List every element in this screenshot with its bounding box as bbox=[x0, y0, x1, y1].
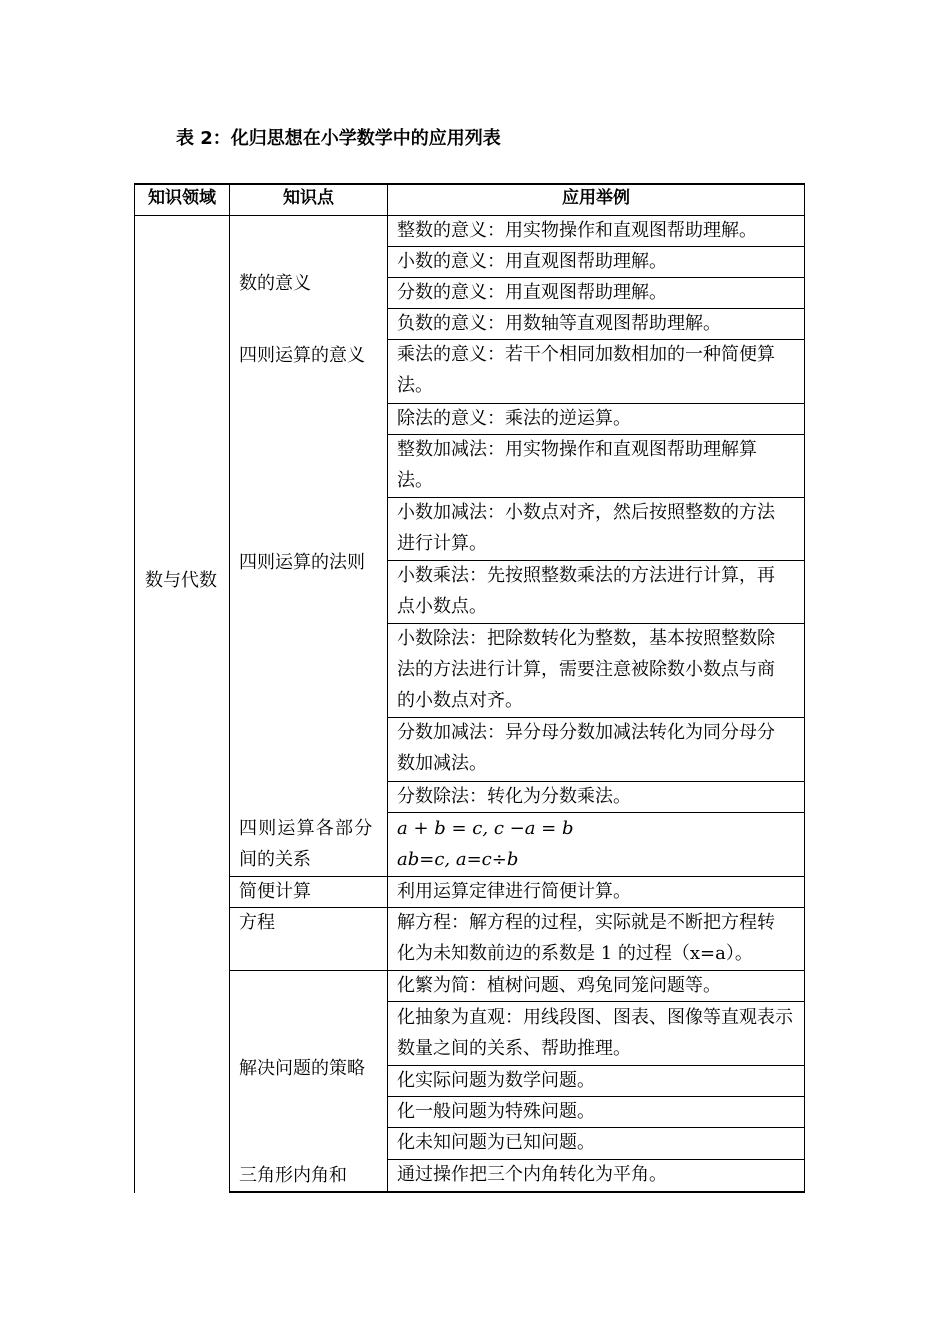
example-text: 化实际问题为数学问题。 bbox=[397, 1070, 595, 1091]
example-text: 整数的意义：用实物操作和直观图帮助理解。 bbox=[397, 220, 757, 241]
example-text: 利用运算定律进行简便计算。 bbox=[397, 881, 631, 902]
example-text: 乘法的意义：若干个相同加数相加的一种简便算 bbox=[397, 344, 775, 365]
example-text: 法的方法进行计算，需要注意被除数小数点与商 bbox=[397, 659, 775, 680]
example-text: 小数乘法：先按照整数乘法的方法进行计算，再 bbox=[397, 565, 775, 586]
header-point: 知识点 bbox=[283, 188, 334, 208]
example-text: 除法的意义：乘法的逆运算。 bbox=[397, 408, 631, 429]
domain-label: 数与代数 bbox=[145, 570, 217, 591]
point-simple-calc: 简便计算 bbox=[239, 881, 311, 902]
point-problem-strategy: 解决问题的策略 bbox=[239, 1058, 365, 1079]
example-formula: a + b = c, c −a = b bbox=[397, 818, 574, 839]
example-text: 化未知问题为已知问题。 bbox=[397, 1132, 595, 1153]
table-title: 表 2：化归思想在小学数学中的应用列表 bbox=[176, 128, 501, 149]
example-text: 小数除法：把除数转化为整数，基本按照整数除 bbox=[397, 628, 775, 649]
example-text: 小数的意义：用直观图帮助理解。 bbox=[397, 251, 667, 272]
example-text: 分数除法：转化为分数乘法。 bbox=[397, 786, 631, 807]
point-operation-rules: 四则运算的法则 bbox=[239, 552, 365, 573]
example-text: 数加减法。 bbox=[397, 753, 487, 774]
header-domain: 知识领域 bbox=[148, 188, 216, 208]
col-line-left bbox=[134, 183, 135, 1193]
example-text: 解方程：解方程的过程，实际就是不断把方程转 bbox=[397, 912, 775, 933]
example-text: 化一般问题为特殊问题。 bbox=[397, 1101, 595, 1122]
example-text: 整数加减法：用实物操作和直观图帮助理解算 bbox=[397, 439, 757, 460]
point-operation-relations: 四则运算各部分 bbox=[239, 818, 374, 839]
example-text: 法。 bbox=[397, 470, 433, 491]
example-text: 法。 bbox=[397, 375, 433, 396]
example-text: 点小数点。 bbox=[397, 596, 487, 617]
example-text: 通过操作把三个内角转化为平角。 bbox=[397, 1164, 667, 1185]
example-text: 小数加减法：小数点对齐，然后按照整数的方法 bbox=[397, 502, 775, 523]
point-triangle-angles: 三角形内角和 bbox=[239, 1165, 347, 1186]
point-operation-relations: 间的关系 bbox=[239, 849, 311, 870]
example-formula: ab=c, a=c÷b bbox=[397, 849, 519, 870]
example-text: 负数的意义：用数轴等直观图帮助理解。 bbox=[397, 313, 721, 334]
point-number-meaning: 数的意义 bbox=[239, 273, 311, 294]
example-text: 分数加减法：异分母分数加减法转化为同分母分 bbox=[397, 722, 775, 743]
point-operation-meaning: 四则运算的意义 bbox=[239, 345, 365, 366]
point-equation: 方程 bbox=[239, 912, 275, 933]
col-line-right bbox=[804, 183, 805, 1193]
example-text: 分数的意义：用直观图帮助理解。 bbox=[397, 282, 667, 303]
row-line bbox=[229, 1191, 805, 1193]
example-text: 的小数点对齐。 bbox=[397, 690, 523, 711]
example-text: 进行计算。 bbox=[397, 533, 487, 554]
header-example: 应用举例 bbox=[562, 188, 630, 208]
example-text: 化抽象为直观：用线段图、图表、图像等直观表示 bbox=[397, 1007, 793, 1028]
example-text: 数量之间的关系、帮助推理。 bbox=[397, 1038, 631, 1059]
example-text: 化繁为简：植树问题、鸡兔同笼问题等。 bbox=[397, 975, 721, 996]
col-line-point bbox=[387, 183, 388, 1193]
col-line-domain bbox=[229, 183, 230, 1193]
example-text: 化为未知数前边的系数是 1 的过程（x=a）。 bbox=[397, 943, 753, 964]
